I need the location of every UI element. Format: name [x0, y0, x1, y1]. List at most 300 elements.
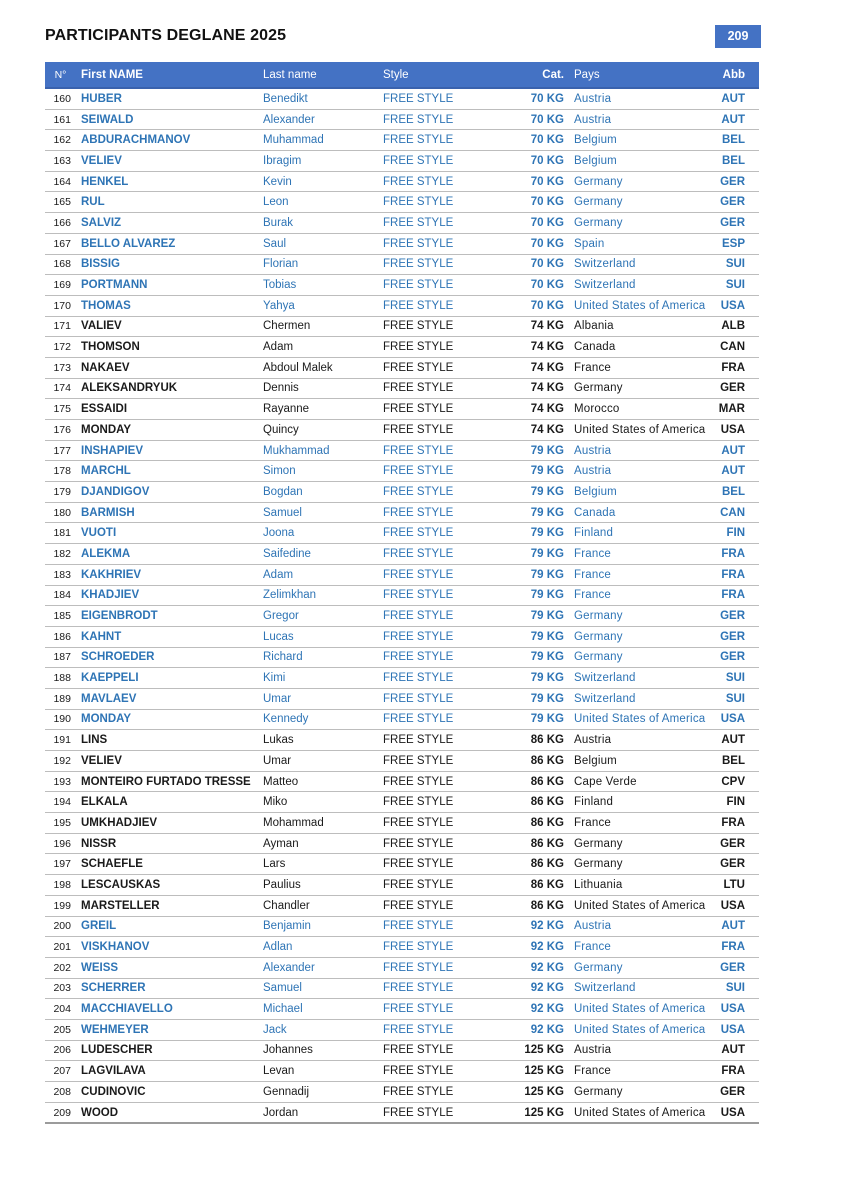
cell-style: FREE STYLE: [383, 92, 454, 105]
cell-abb: SUI: [725, 982, 745, 995]
cell-abb: ESP: [721, 237, 745, 250]
cell-last_name: Saul: [263, 237, 287, 250]
cell-pays: United States of America: [574, 1023, 706, 1036]
cell-first_name: ALEKSANDRYUK: [81, 382, 178, 395]
table-row: [45, 213, 759, 234]
cell-pays: France: [574, 1065, 611, 1078]
table-row: [45, 482, 759, 503]
cell-abb: FRA: [721, 816, 745, 829]
cell-pays: Germany: [574, 630, 623, 643]
cell-first_name: SALVIZ: [81, 216, 122, 229]
cell-cat: 70 KG: [530, 279, 564, 292]
cell-first_name: LESCAUSKAS: [81, 878, 161, 891]
cell-first_name: ALEKMA: [81, 547, 131, 560]
cell-abb: GER: [720, 651, 745, 664]
cell-pays: France: [574, 589, 611, 602]
table-row: [45, 792, 759, 813]
cell-last_name: Rayanne: [263, 403, 310, 416]
cell-no: 197: [53, 858, 71, 871]
cell-no: 174: [53, 382, 71, 395]
cell-cat: 70 KG: [530, 92, 564, 105]
cell-first_name: MONDAY: [81, 713, 132, 726]
cell-pays: Finland: [574, 527, 614, 540]
cell-no: 165: [53, 196, 71, 209]
cell-style: FREE STYLE: [383, 527, 454, 540]
cell-no: 203: [53, 982, 71, 995]
cell-cat: 86 KG: [530, 837, 564, 850]
table-row: [45, 275, 759, 296]
cell-last_name: Quincy: [263, 423, 299, 436]
cell-style: FREE STYLE: [383, 610, 454, 623]
cell-last_name: Umar: [263, 692, 292, 705]
cell-pays: Austria: [574, 444, 612, 457]
cell-no: 201: [53, 941, 71, 954]
cell-style: FREE STYLE: [383, 920, 454, 933]
cell-no: 184: [53, 589, 71, 602]
cell-abb: FRA: [721, 568, 745, 581]
cell-cat: 70 KG: [530, 134, 564, 147]
cell-no: 198: [53, 878, 71, 891]
cell-pays: Germany: [574, 382, 623, 395]
cell-last_name: Chermen: [263, 320, 311, 333]
cell-first_name: CUDINOVIC: [81, 1085, 146, 1098]
cell-pays: Belgium: [574, 754, 617, 767]
cell-pays: Switzerland: [574, 672, 636, 685]
cell-no: 161: [53, 113, 71, 126]
cell-style: FREE STYLE: [383, 941, 454, 954]
cell-style: FREE STYLE: [383, 651, 454, 664]
cell-cat: 74 KG: [530, 382, 564, 395]
cell-no: 164: [53, 175, 71, 188]
cell-last_name: Gregor: [263, 610, 299, 623]
cell-pays: Belgium: [574, 154, 617, 167]
table-row: [45, 523, 759, 544]
cell-first_name: NISSR: [81, 837, 117, 850]
cell-style: FREE STYLE: [383, 796, 454, 809]
table-row: [45, 771, 759, 792]
cell-last_name: Lars: [263, 858, 286, 871]
cell-style: FREE STYLE: [383, 1106, 454, 1119]
cell-no: 160: [53, 92, 71, 105]
cell-abb: AUT: [721, 920, 745, 933]
cell-style: FREE STYLE: [383, 1003, 454, 1016]
cell-abb: CAN: [720, 341, 745, 354]
cell-last_name: Yahya: [263, 299, 295, 312]
cell-first_name: KAKHRIEV: [81, 568, 142, 581]
cell-abb: FIN: [726, 527, 745, 540]
cell-pays: Germany: [574, 961, 623, 974]
cell-abb: AUT: [721, 444, 745, 457]
cell-abb: GER: [720, 382, 745, 395]
cell-cat: 79 KG: [530, 610, 564, 623]
cell-cat: 70 KG: [530, 154, 564, 167]
cell-abb: GER: [720, 216, 745, 229]
cell-pays: Spain: [574, 237, 605, 250]
cell-style: FREE STYLE: [383, 816, 454, 829]
cell-first_name: ESSAIDI: [81, 403, 128, 416]
table-row: [45, 88, 759, 109]
column-header-last_name: Last name: [263, 62, 383, 88]
participants-table: [45, 62, 759, 1124]
cell-style: FREE STYLE: [383, 341, 454, 354]
column-header-no: N°: [45, 62, 76, 88]
cell-style: FREE STYLE: [383, 196, 454, 209]
cell-style: FREE STYLE: [383, 154, 454, 167]
cell-first_name: RUL: [81, 196, 105, 209]
cell-cat: 70 KG: [530, 196, 564, 209]
cell-no: 196: [53, 837, 71, 850]
cell-first_name: PORTMANN: [81, 279, 148, 292]
cell-style: FREE STYLE: [383, 982, 454, 995]
cell-abb: SUI: [725, 692, 745, 705]
cell-last_name: Muhammad: [263, 134, 324, 147]
cell-first_name: THOMAS: [81, 299, 131, 312]
cell-no: 192: [53, 754, 71, 767]
cell-last_name: Dennis: [263, 382, 299, 395]
cell-abb: USA: [720, 299, 745, 312]
cell-cat: 79 KG: [530, 630, 564, 643]
cell-no: 189: [53, 692, 71, 705]
table-row: [45, 378, 759, 399]
cell-abb: USA: [720, 1106, 745, 1119]
cell-abb: FRA: [721, 1065, 745, 1078]
cell-first_name: GREIL: [81, 920, 117, 933]
table-row: [45, 295, 759, 316]
cell-abb: USA: [720, 1003, 745, 1016]
cell-first_name: VUOTI: [81, 527, 117, 540]
cell-first_name: KAHNT: [81, 630, 122, 643]
cell-style: FREE STYLE: [383, 113, 454, 126]
cell-last_name: Alexander: [263, 113, 315, 126]
cell-abb: USA: [720, 1023, 745, 1036]
cell-style: FREE STYLE: [383, 1085, 454, 1098]
cell-pays: Austria: [574, 734, 612, 747]
cell-last_name: Samuel: [263, 982, 302, 995]
cell-cat: 74 KG: [530, 423, 564, 436]
cell-cat: 125 KG: [524, 1044, 564, 1057]
cell-pays: Switzerland: [574, 982, 636, 995]
table-row: [45, 544, 759, 565]
cell-first_name: VALIEV: [81, 320, 122, 333]
cell-cat: 70 KG: [530, 237, 564, 250]
cell-cat: 70 KG: [530, 258, 564, 271]
cell-first_name: SCHAEFLE: [81, 858, 143, 871]
cell-first_name: WOOD: [81, 1106, 119, 1119]
table-row: [45, 1019, 759, 1040]
cell-last_name: Adam: [263, 568, 294, 581]
table-row: [45, 606, 759, 627]
cell-first_name: LINS: [81, 734, 108, 747]
table-row: [45, 813, 759, 834]
cell-cat: 70 KG: [530, 113, 564, 126]
cell-pays: Belgium: [574, 134, 617, 147]
table-row: [45, 833, 759, 854]
cell-first_name: DJANDIGOV: [81, 485, 150, 498]
cell-abb: GER: [720, 630, 745, 643]
cell-pays: France: [574, 816, 611, 829]
cell-abb: BEL: [722, 134, 745, 147]
table-row: [45, 999, 759, 1020]
cell-no: 178: [53, 465, 71, 478]
cell-style: FREE STYLE: [383, 878, 454, 891]
cell-last_name: Jordan: [263, 1106, 299, 1119]
cell-pays: United States of America: [574, 899, 706, 912]
table-row: [45, 420, 759, 441]
cell-style: FREE STYLE: [383, 630, 454, 643]
table-row: [45, 751, 759, 772]
table-row: [45, 109, 759, 130]
cell-pays: United States of America: [574, 1106, 706, 1119]
cell-style: FREE STYLE: [383, 837, 454, 850]
cell-first_name: LUDESCHER: [81, 1044, 153, 1057]
cell-pays: Albania: [574, 320, 614, 333]
cell-no: 181: [53, 527, 71, 540]
cell-abb: AUT: [721, 1044, 745, 1057]
cell-style: FREE STYLE: [383, 692, 454, 705]
cell-cat: 86 KG: [530, 796, 564, 809]
cell-style: FREE STYLE: [383, 713, 454, 726]
cell-first_name: ABDURACHMANOV: [81, 134, 191, 147]
cell-cat: 79 KG: [530, 568, 564, 581]
cell-last_name: Chandler: [263, 899, 310, 912]
cell-pays: Germany: [574, 858, 623, 871]
cell-first_name: MARCHL: [81, 465, 131, 478]
table-header-row: [45, 62, 759, 88]
table-row: [45, 1082, 759, 1103]
table-row: [45, 647, 759, 668]
cell-style: FREE STYLE: [383, 485, 454, 498]
table-row: [45, 440, 759, 461]
cell-first_name: SCHERRER: [81, 982, 146, 995]
cell-style: FREE STYLE: [383, 444, 454, 457]
cell-style: FREE STYLE: [383, 734, 454, 747]
cell-cat: 86 KG: [530, 878, 564, 891]
cell-no: 168: [53, 258, 71, 271]
cell-abb: FRA: [721, 361, 745, 374]
cell-abb: ALB: [721, 320, 745, 333]
cell-no: 177: [53, 444, 71, 457]
cell-no: 195: [53, 816, 71, 829]
column-header-abb: Abb: [712, 62, 759, 88]
cell-no: 207: [53, 1065, 71, 1078]
cell-last_name: Zelimkhan: [263, 589, 317, 602]
cell-cat: 125 KG: [524, 1106, 564, 1119]
cell-no: 187: [53, 651, 71, 664]
cell-pays: Canada: [574, 341, 616, 354]
cell-last_name: Burak: [263, 216, 294, 229]
cell-pays: United States of America: [574, 299, 706, 312]
cell-last_name: Levan: [263, 1065, 295, 1078]
cell-pays: Morocco: [574, 403, 620, 416]
table-row: [45, 957, 759, 978]
cell-no: 191: [53, 734, 71, 747]
page-number-badge: 209: [715, 25, 761, 48]
cell-cat: 86 KG: [530, 775, 564, 788]
cell-first_name: BISSIG: [81, 258, 120, 271]
cell-cat: 79 KG: [530, 651, 564, 664]
cell-no: 185: [53, 610, 71, 623]
cell-first_name: LAGVILAVA: [81, 1065, 146, 1078]
cell-first_name: MARSTELLER: [81, 899, 160, 912]
cell-abb: USA: [720, 423, 745, 436]
cell-pays: Austria: [574, 92, 612, 105]
table-row: [45, 502, 759, 523]
cell-first_name: SEIWALD: [81, 113, 134, 126]
cell-style: FREE STYLE: [383, 899, 454, 912]
cell-pays: Austria: [574, 465, 612, 478]
cell-last_name: Benjamin: [263, 920, 311, 933]
cell-no: 190: [53, 713, 71, 726]
cell-cat: 92 KG: [530, 920, 564, 933]
cell-abb: CPV: [721, 775, 745, 788]
cell-style: FREE STYLE: [383, 568, 454, 581]
cell-first_name: WEHMEYER: [81, 1023, 149, 1036]
cell-pays: Cape Verde: [574, 775, 637, 788]
cell-first_name: HENKEL: [81, 175, 129, 188]
cell-abb: FIN: [726, 796, 745, 809]
cell-last_name: Joona: [263, 527, 295, 540]
cell-style: FREE STYLE: [383, 961, 454, 974]
table-row: [45, 875, 759, 896]
table-row: [45, 1061, 759, 1082]
cell-pays: Germany: [574, 196, 623, 209]
cell-style: FREE STYLE: [383, 216, 454, 229]
column-header-pays: Pays: [564, 62, 712, 88]
cell-abb: GER: [720, 1085, 745, 1098]
cell-first_name: VELIEV: [81, 754, 122, 767]
cell-abb: GER: [720, 837, 745, 850]
table-row: [45, 626, 759, 647]
cell-last_name: Bogdan: [263, 485, 303, 498]
cell-cat: 86 KG: [530, 754, 564, 767]
cell-pays: Canada: [574, 506, 616, 519]
cell-first_name: NAKAEV: [81, 361, 130, 374]
cell-no: 179: [53, 485, 71, 498]
cell-last_name: Kevin: [263, 175, 292, 188]
cell-cat: 74 KG: [530, 361, 564, 374]
cell-pays: Germany: [574, 610, 623, 623]
cell-style: FREE STYLE: [383, 506, 454, 519]
table-row: [45, 916, 759, 937]
cell-first_name: BELLO ALVAREZ: [81, 237, 176, 250]
cell-no: 171: [53, 320, 71, 333]
cell-cat: 79 KG: [530, 465, 564, 478]
cell-last_name: Ibragim: [263, 154, 302, 167]
cell-no: 169: [53, 279, 71, 292]
table-row: [45, 1102, 759, 1123]
cell-style: FREE STYLE: [383, 589, 454, 602]
cell-no: 206: [53, 1044, 71, 1057]
cell-cat: 79 KG: [530, 672, 564, 685]
cell-abb: FRA: [721, 547, 745, 560]
cell-abb: BEL: [722, 754, 745, 767]
cell-cat: 79 KG: [530, 713, 564, 726]
cell-first_name: MONDAY: [81, 423, 132, 436]
cell-pays: France: [574, 361, 611, 374]
cell-pays: Germany: [574, 837, 623, 850]
cell-style: FREE STYLE: [383, 382, 454, 395]
cell-style: FREE STYLE: [383, 299, 454, 312]
cell-abb: GER: [720, 610, 745, 623]
cell-first_name: KAEPPELI: [81, 672, 139, 685]
cell-cat: 79 KG: [530, 547, 564, 560]
cell-style: FREE STYLE: [383, 1023, 454, 1036]
cell-first_name: VISKHANOV: [81, 941, 150, 954]
cell-first_name: WEISS: [81, 961, 119, 974]
cell-first_name: KHADJIEV: [81, 589, 140, 602]
cell-first_name: VELIEV: [81, 154, 122, 167]
cell-style: FREE STYLE: [383, 403, 454, 416]
cell-pays: France: [574, 547, 611, 560]
cell-no: 205: [53, 1023, 71, 1036]
cell-pays: Germany: [574, 1085, 623, 1098]
cell-first_name: THOMSON: [81, 341, 140, 354]
cell-pays: France: [574, 568, 611, 581]
table-row: [45, 130, 759, 151]
table-row: [45, 357, 759, 378]
cell-abb: BEL: [722, 154, 745, 167]
cell-first_name: EIGENBRODT: [81, 610, 158, 623]
cell-no: 175: [53, 403, 71, 416]
cell-pays: Austria: [574, 920, 612, 933]
cell-no: 199: [53, 899, 71, 912]
cell-cat: 79 KG: [530, 506, 564, 519]
cell-abb: USA: [720, 899, 745, 912]
cell-pays: Germany: [574, 216, 623, 229]
cell-last_name: Lukas: [263, 734, 294, 747]
cell-no: 166: [53, 216, 71, 229]
cell-last_name: Paulius: [263, 878, 301, 891]
cell-abb: SUI: [725, 672, 745, 685]
column-header-cat: Cat.: [518, 62, 564, 88]
cell-abb: GER: [720, 961, 745, 974]
cell-pays: Austria: [574, 113, 612, 126]
cell-no: 176: [53, 423, 71, 436]
cell-style: FREE STYLE: [383, 175, 454, 188]
cell-no: 180: [53, 506, 71, 519]
cell-abb: USA: [720, 713, 745, 726]
table-row: [45, 151, 759, 172]
cell-first_name: BARMISH: [81, 506, 135, 519]
cell-cat: 70 KG: [530, 299, 564, 312]
cell-cat: 74 KG: [530, 403, 564, 416]
cell-last_name: Ayman: [263, 837, 299, 850]
cell-no: 186: [53, 630, 71, 643]
table-row: [45, 854, 759, 875]
cell-first_name: MACCHIAVELLO: [81, 1003, 173, 1016]
cell-first_name: SCHROEDER: [81, 651, 155, 664]
cell-last_name: Samuel: [263, 506, 302, 519]
cell-last_name: Gennadij: [263, 1085, 310, 1098]
cell-no: 204: [53, 1003, 71, 1016]
table-body: [45, 88, 759, 1123]
cell-no: 172: [53, 341, 71, 354]
cell-abb: BEL: [722, 485, 745, 498]
cell-style: FREE STYLE: [383, 754, 454, 767]
table-row: [45, 337, 759, 358]
cell-style: FREE STYLE: [383, 423, 454, 436]
cell-abb: AUT: [721, 734, 745, 747]
cell-cat: 125 KG: [524, 1085, 564, 1098]
page-title: PARTICIPANTS DEGLANE 2025: [45, 27, 287, 44]
cell-pays: United States of America: [574, 423, 706, 436]
cell-abb: SUI: [725, 258, 745, 271]
cell-no: 194: [53, 796, 71, 809]
column-header-first_name: First NAME: [76, 62, 263, 88]
cell-first_name: MAVLAEV: [81, 692, 137, 705]
cell-abb: GER: [720, 175, 745, 188]
cell-pays: Switzerland: [574, 279, 636, 292]
